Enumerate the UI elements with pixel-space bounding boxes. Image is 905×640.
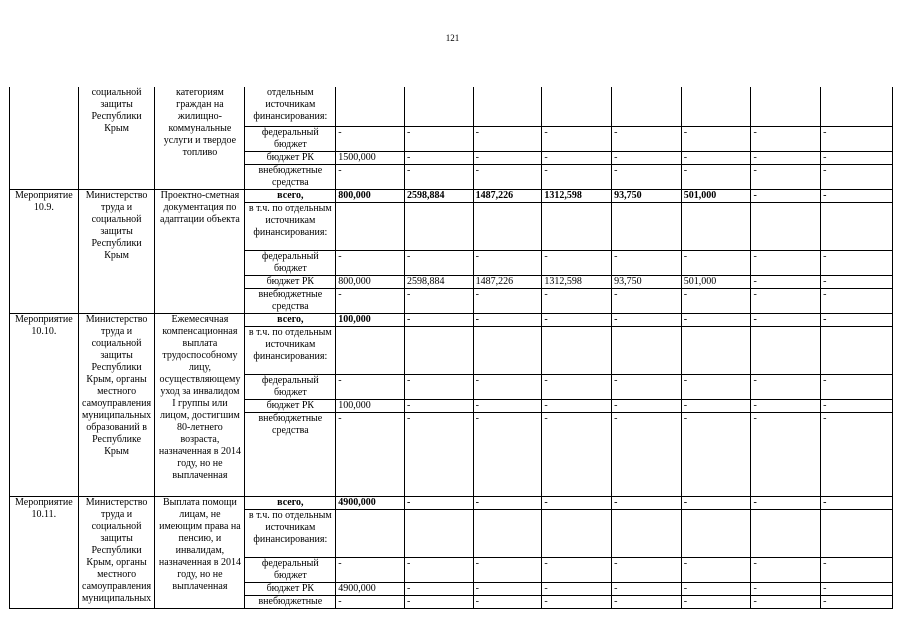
value-cell: - [542, 288, 612, 313]
value-cell: 1312,598 [542, 189, 612, 202]
value-cell: - [542, 151, 612, 164]
value-cell: - [542, 250, 612, 275]
value-cell: - [336, 164, 405, 189]
value-cell: 1487,226 [473, 189, 542, 202]
value-cell [681, 202, 751, 250]
value-cell: - [751, 250, 821, 275]
value-cell [336, 326, 405, 374]
source-cell: в т.ч. по отдельным источникам финансирования: [245, 202, 336, 250]
value-cell: - [751, 557, 821, 582]
source-cell: федеральный бюджет [245, 126, 336, 151]
value-cell: - [821, 374, 893, 399]
value-cell: - [821, 151, 893, 164]
value-cell: - [404, 126, 473, 151]
source-cell: внебюджетные средства [245, 288, 336, 313]
value-cell: - [751, 126, 821, 151]
source-cell: федеральный бюджет [245, 557, 336, 582]
description-cell: категориям граждан на жилищно-коммунальные услуги и твердое топливо [155, 87, 245, 189]
value-cell [612, 87, 682, 126]
measure-cell: Мероприятие 10.10. [10, 313, 79, 496]
measure-cell: Мероприятие 10.11. [10, 496, 79, 608]
value-cell: - [681, 595, 751, 608]
value-cell: - [404, 595, 473, 608]
executor-cell: Министерство труда и социальной защиты Республики Крым, органы местного самоуправления муниципальных [78, 496, 155, 608]
value-cell [821, 202, 893, 250]
source-cell: федеральный бюджет [245, 250, 336, 275]
value-cell [473, 509, 542, 557]
value-cell: - [821, 412, 893, 496]
value-cell: - [542, 126, 612, 151]
value-cell [404, 87, 473, 126]
value-cell: - [751, 582, 821, 595]
value-cell: - [404, 496, 473, 509]
value-cell: 2598,884 [404, 275, 473, 288]
value-cell: - [821, 399, 893, 412]
value-cell [404, 202, 473, 250]
source-cell: бюджет РК [245, 151, 336, 164]
value-cell: - [404, 374, 473, 399]
value-cell [542, 202, 612, 250]
value-cell: - [542, 164, 612, 189]
value-cell: - [612, 126, 682, 151]
value-cell: - [751, 151, 821, 164]
value-cell: - [821, 189, 893, 202]
value-cell: - [404, 313, 473, 326]
value-cell: - [821, 164, 893, 189]
value-cell: - [542, 412, 612, 496]
value-cell: - [404, 412, 473, 496]
value-cell: - [751, 496, 821, 509]
value-cell: - [473, 164, 542, 189]
value-cell: - [681, 399, 751, 412]
value-cell: - [751, 164, 821, 189]
value-cell [542, 326, 612, 374]
value-cell: - [336, 126, 405, 151]
value-cell [681, 326, 751, 374]
value-cell [612, 326, 682, 374]
value-cell: - [681, 374, 751, 399]
value-cell: 100,000 [336, 399, 405, 412]
description-cell: Проектно-сметная документация по адаптации объекта [155, 189, 245, 313]
value-cell [473, 87, 542, 126]
value-cell: - [404, 164, 473, 189]
value-cell: - [821, 275, 893, 288]
value-cell: - [821, 126, 893, 151]
value-cell: 1500,000 [336, 151, 405, 164]
source-cell: всего, [245, 313, 336, 326]
value-cell: - [612, 412, 682, 496]
value-cell: 1312,598 [542, 275, 612, 288]
value-cell: - [612, 374, 682, 399]
value-cell [542, 87, 612, 126]
value-cell: - [473, 250, 542, 275]
value-cell: - [612, 582, 682, 595]
value-cell [336, 509, 405, 557]
value-cell: - [751, 189, 821, 202]
value-cell [473, 202, 542, 250]
value-cell [821, 326, 893, 374]
value-cell [681, 509, 751, 557]
value-cell: - [542, 374, 612, 399]
value-cell: - [473, 557, 542, 582]
source-cell: в т.ч. по отдельным источникам финансирования: [245, 509, 336, 557]
value-cell [751, 202, 821, 250]
value-cell: - [473, 412, 542, 496]
value-cell: - [681, 412, 751, 496]
value-cell: - [681, 151, 751, 164]
value-cell: - [473, 288, 542, 313]
value-cell: 800,000 [336, 275, 405, 288]
value-cell: - [681, 313, 751, 326]
value-cell [336, 202, 405, 250]
value-cell: 93,750 [612, 189, 682, 202]
value-cell: - [404, 557, 473, 582]
value-cell: 2598,884 [404, 189, 473, 202]
value-cell: - [336, 250, 405, 275]
value-cell [681, 87, 751, 126]
value-cell: - [681, 557, 751, 582]
value-cell [612, 509, 682, 557]
measure-cell [10, 87, 79, 189]
value-cell: - [404, 582, 473, 595]
value-cell [404, 509, 473, 557]
value-cell: - [336, 374, 405, 399]
value-cell: - [336, 288, 405, 313]
value-cell [336, 87, 405, 126]
value-cell: - [542, 582, 612, 595]
value-cell: - [473, 151, 542, 164]
source-cell: федеральный бюджет [245, 374, 336, 399]
value-cell [751, 87, 821, 126]
value-cell: - [542, 557, 612, 582]
value-cell: - [473, 313, 542, 326]
source-cell: бюджет РК [245, 582, 336, 595]
value-cell: - [612, 164, 682, 189]
value-cell: - [751, 399, 821, 412]
value-cell: - [821, 250, 893, 275]
source-cell: отдельным источникам финансирования: [245, 87, 336, 126]
value-cell: - [751, 595, 821, 608]
value-cell [473, 326, 542, 374]
value-cell: - [821, 288, 893, 313]
executor-cell: Министерство труда и социальной защиты Республики Крым, органы местного самоуправления муниципальных образований в Республике Крым [78, 313, 155, 496]
value-cell: - [336, 557, 405, 582]
value-cell: - [612, 399, 682, 412]
value-cell [542, 509, 612, 557]
source-cell: внебюджетные средства [245, 412, 336, 496]
value-cell: - [612, 595, 682, 608]
table-row [10, 496, 893, 509]
value-cell: - [404, 151, 473, 164]
value-cell: - [336, 412, 405, 496]
value-cell [751, 509, 821, 557]
value-cell: 1487,226 [473, 275, 542, 288]
value-cell: 501,000 [681, 275, 751, 288]
value-cell: - [751, 412, 821, 496]
value-cell: - [473, 374, 542, 399]
value-cell: - [473, 126, 542, 151]
value-cell: - [404, 288, 473, 313]
value-cell: - [612, 557, 682, 582]
source-cell: бюджет РК [245, 275, 336, 288]
description-cell: Ежемесячная компенсационная выплата трудоспособному лицу, осуществляющему уход за инвалидом I группы или лицом, достигшим 80-летнего возраста, назначенная в 2014 году, но не выплаченная [155, 313, 245, 496]
value-cell: - [751, 275, 821, 288]
executor-cell: социальной защиты Республики Крым [78, 87, 155, 189]
value-cell: - [473, 582, 542, 595]
value-cell [821, 87, 893, 126]
value-cell: - [821, 313, 893, 326]
table-row [10, 189, 893, 202]
value-cell: - [404, 250, 473, 275]
value-cell: - [681, 288, 751, 313]
value-cell: 800,000 [336, 189, 405, 202]
value-cell: 100,000 [336, 313, 405, 326]
source-cell: всего, [245, 189, 336, 202]
value-cell: - [612, 496, 682, 509]
value-cell: - [336, 595, 405, 608]
value-cell: - [681, 250, 751, 275]
table-row [10, 313, 893, 326]
value-cell: - [751, 313, 821, 326]
value-cell: - [821, 557, 893, 582]
value-cell [612, 202, 682, 250]
description-cell: Выплата помощи лицам, не имеющим права на пенсию, и инвалидам, назначенная в 2014 году, но не выплаченная [155, 496, 245, 608]
table-row [10, 87, 893, 126]
source-cell: всего, [245, 496, 336, 509]
value-cell: - [612, 313, 682, 326]
value-cell: - [751, 288, 821, 313]
value-cell: - [821, 595, 893, 608]
executor-cell: Министерство труда и социальной защиты Республики Крым [78, 189, 155, 313]
value-cell: - [473, 399, 542, 412]
value-cell: - [821, 582, 893, 595]
measure-cell: Мероприятие 10.9. [10, 189, 79, 313]
value-cell: 93,750 [612, 275, 682, 288]
value-cell: - [681, 582, 751, 595]
value-cell [751, 326, 821, 374]
source-cell: внебюджетные [245, 595, 336, 608]
value-cell: - [681, 496, 751, 509]
value-cell: - [542, 595, 612, 608]
value-cell: - [821, 496, 893, 509]
value-cell: - [681, 126, 751, 151]
value-cell: - [612, 151, 682, 164]
source-cell: в т.ч. по отдельным источникам финансирования: [245, 326, 336, 374]
value-cell: - [473, 595, 542, 608]
value-cell: - [681, 164, 751, 189]
value-cell: - [542, 399, 612, 412]
financing-table [9, 87, 893, 609]
value-cell: 4900,000 [336, 496, 405, 509]
value-cell: - [404, 399, 473, 412]
value-cell: - [542, 496, 612, 509]
value-cell [404, 326, 473, 374]
value-cell [821, 509, 893, 557]
value-cell: - [751, 374, 821, 399]
source-cell: внебюджетные средства [245, 164, 336, 189]
value-cell: 501,000 [681, 189, 751, 202]
value-cell: 4900,000 [336, 582, 405, 595]
page-number: 121 [445, 33, 460, 43]
value-cell: - [473, 496, 542, 509]
source-cell: бюджет РК [245, 399, 336, 412]
value-cell: - [612, 288, 682, 313]
value-cell: - [542, 313, 612, 326]
value-cell: - [612, 250, 682, 275]
